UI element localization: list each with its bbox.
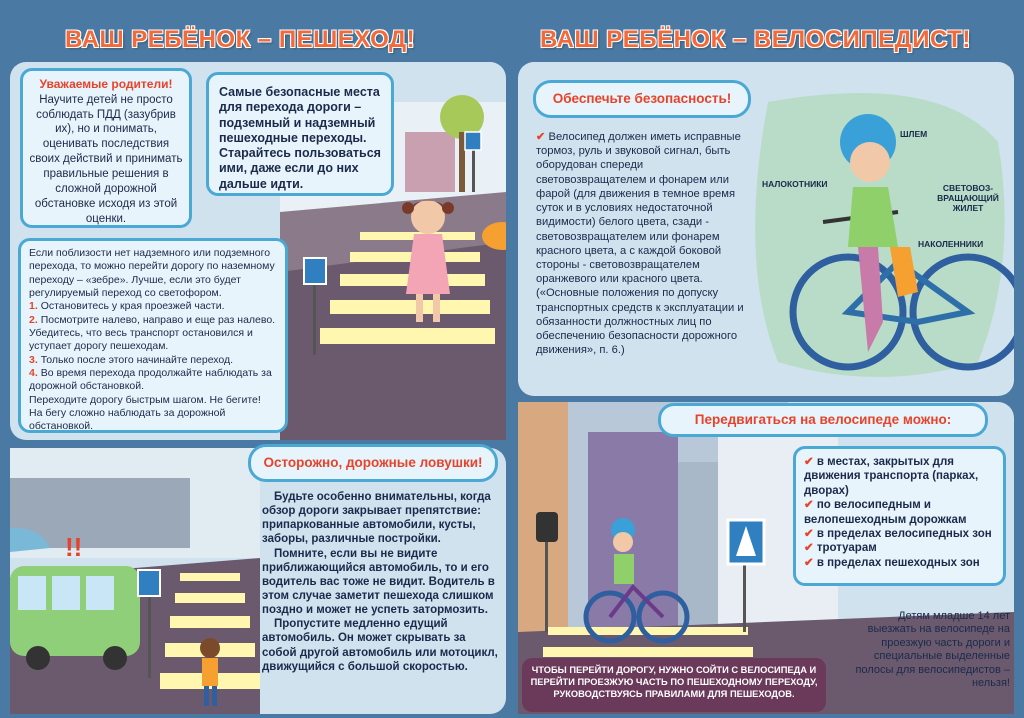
trap-paragraph: Помните, если вы не видите приближающийся автомобиль, то и его водитель вас тоже не видит. Водитель в этом случае заметит пешехода слишком поздно и может не успеть затормозить. bbox=[262, 547, 495, 617]
check-icon: ✔ bbox=[804, 556, 814, 569]
label-elbow-pads: НАЛОКОТНИКИ bbox=[762, 179, 828, 189]
list-item bbox=[804, 455, 995, 498]
crossing-rules-card bbox=[18, 238, 288, 433]
list-item bbox=[804, 541, 995, 555]
rule-number: 4. bbox=[29, 366, 38, 379]
list-item bbox=[804, 527, 995, 541]
rules-intro: Если поблизости нет надземного или подземного перехода, то можно перейти дорогу по наземному переходу – «зебре». Лучше, если это будет регулируемый переход со светофором. bbox=[29, 247, 275, 299]
label-helmet: ШЛЕМ bbox=[900, 129, 928, 139]
trap-paragraph: Будьте особенно внимательны, когда обзор дороги закрывает препятствие: припаркованные автомобили, кусты, заборы, различные постройки. bbox=[262, 491, 491, 546]
rule-text: Во время перехода продолжайте наблюдать за дорожной обстановкой. bbox=[29, 366, 272, 393]
rule-number: 1. bbox=[29, 300, 38, 313]
bike-requirements-text bbox=[536, 130, 756, 358]
rules-outro: Переходите дорогу быстрым шагом. Не бегите! На бегу сложно наблюдать за дорожной обстановкой. bbox=[29, 393, 261, 433]
safest-crossing-card bbox=[206, 72, 394, 196]
parents-note-card bbox=[20, 68, 192, 228]
safety-title: Обеспечьте безопасность! bbox=[533, 80, 751, 118]
rule-item bbox=[29, 300, 277, 313]
check-icon: ✔ bbox=[804, 542, 814, 555]
rule-number: 3. bbox=[29, 353, 38, 366]
check-icon: ✔ bbox=[804, 499, 814, 512]
allowed-item-text: тротуарам bbox=[816, 542, 877, 555]
rule-item bbox=[29, 314, 277, 354]
bike-requirements-body: Велосипед должен иметь исправные тормоз, руль и звуковой сигнал, быть оборудован спереди световозвращателем и фонарем или фарой (для движения в темное время суток и в условиях недостаточной видимости) белого цвета, сзади - световозвращателем или фонарем красного цвета, а с каждой боковой стороны - световозвращателем оранжевого или красного цвета. («Основные положения по допуску транспортных средств к эксплуатации и обязанности должностных лиц по обеспечению безопасности дорожного движения», п. 6.) bbox=[536, 131, 744, 357]
rule-item bbox=[29, 354, 277, 367]
header-cyclist: ВАШ РЕБЁНОК – ВЕЛОСИПЕДИСТ! bbox=[540, 26, 971, 53]
road-traps-text bbox=[262, 490, 502, 674]
rule-number: 2. bbox=[29, 313, 38, 326]
trap-paragraph: Пропустите медленно едущий автомобиль. Он может скрывать за собой другой автомобиль или мотоцикл, движущийся с большой скоростью. bbox=[262, 618, 498, 673]
check-icon: ✔ bbox=[536, 131, 546, 143]
allowed-places-list bbox=[793, 446, 1006, 586]
kids-age-warning: Детям младше 14 лет выезжать на велосипеде на проезжую часть дороги и специальные выделенные полосы для велосипедистов – нельзя! bbox=[855, 610, 1010, 690]
allowed-item-text: в пределах пешеходных зон bbox=[816, 556, 980, 569]
header-pedestrian: ВАШ РЕБЁНОК – ПЕШЕХОД! bbox=[65, 26, 416, 53]
parents-note-title: Уважаемые родители! bbox=[39, 77, 173, 91]
label-knee-pads: НАКОЛЕННИКИ bbox=[918, 239, 984, 249]
list-item bbox=[804, 498, 995, 527]
allowed-item-text: по велосипедным и велопешеходным дорожкам bbox=[804, 499, 967, 526]
label-reflective-vest: СВЕТОВОЗ- ВРАЩАЮЩИЙ ЖИЛЕТ bbox=[937, 183, 999, 213]
list-item bbox=[804, 556, 995, 570]
road-traps-title: Осторожно, дорожные ловушки! bbox=[248, 444, 498, 482]
rule-text: Только после этого начинайте переход. bbox=[40, 353, 234, 366]
dismount-banner: ЧТОБЫ ПЕРЕЙТИ ДОРОГУ, НУЖНО СОЙТИ С ВЕЛОСИПЕДА И ПЕРЕЙТИ ПРОЕЗЖУЮ ЧАСТЬ ПО ПЕШЕХОДНОМУ ПЕРЕХОДУ, РУКОВОДСТВУЯСЬ ПРАВИЛАМИ ДЛЯ ПЕШЕХОДОВ. bbox=[522, 658, 826, 712]
check-icon: ✔ bbox=[804, 527, 814, 540]
allowed-places-title: Передвигаться на велосипеде можно: bbox=[658, 403, 988, 437]
rule-text: Посмотрите налево, направо и еще раз налево. Убедитесь, что весь транспорт остановился и уступает дорогу пешеходам. bbox=[29, 313, 276, 353]
svg-text:!!: !! bbox=[65, 532, 83, 562]
safest-crossing-text: Самые безопасные места для перехода дороги – подземный и надземный пешеходные переходы. Старайтесь пользоваться ими, даже если до них дальше идти. bbox=[219, 85, 381, 191]
allowed-item-text: в местах, закрытых для движения транспорта (парках, дворах) bbox=[804, 456, 979, 497]
rule-text: Остановитесь у края проезжей части. bbox=[40, 300, 225, 313]
allowed-item-text: в пределах велосипедных зон bbox=[816, 527, 992, 540]
parents-note-text: Научите детей не просто соблюдать ПДД (зазубрив их), но и понимать, оценивать последствия своих действий и принимать правильные решения в сложной дорожной обстановке исходя из этой оценки. bbox=[29, 93, 183, 226]
check-icon: ✔ bbox=[804, 456, 814, 468]
rule-item bbox=[29, 367, 277, 394]
